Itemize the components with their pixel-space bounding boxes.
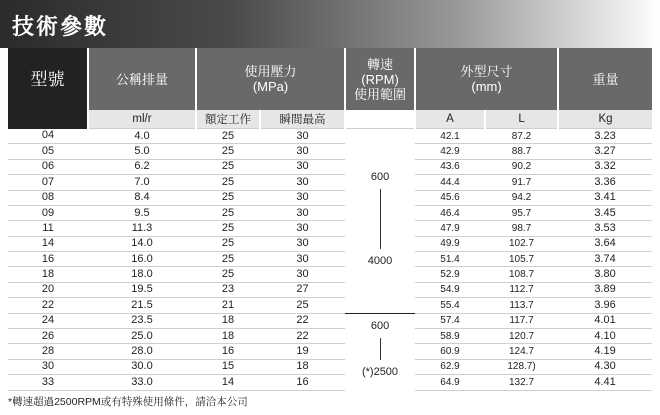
- subheader-displacement: ml/r: [88, 110, 196, 129]
- cell-peak: 19: [260, 344, 345, 359]
- cell-dim-a: 51.4: [415, 252, 485, 267]
- cell-peak: 16: [260, 375, 345, 390]
- cell-weight: 4.19: [558, 344, 652, 359]
- cell-dim-a: 42.9: [415, 144, 485, 159]
- cell-dim-a: 64.9: [415, 375, 485, 390]
- cell-peak: 30: [260, 221, 345, 236]
- cell-dim-l: 132.7: [485, 375, 558, 390]
- cell-rated: 15: [196, 359, 260, 374]
- cell-model: 08: [8, 190, 88, 205]
- cell-dim-l: 90.2: [485, 159, 558, 174]
- cell-weight: 3.45: [558, 205, 652, 220]
- cell-dim-l: 117.7: [485, 313, 558, 328]
- cell-dim-l: 105.7: [485, 252, 558, 267]
- speed-range-group-1: [345, 129, 415, 314]
- cell-weight: 4.10: [558, 328, 652, 343]
- cell-rated: 25: [196, 267, 260, 282]
- cell-model: 07: [8, 175, 88, 190]
- header-speed: [345, 48, 415, 110]
- cell-weight: 3.36: [558, 175, 652, 190]
- subheader-speed-blank: [345, 110, 415, 129]
- cell-displacement: 16.0: [88, 252, 196, 267]
- cell-displacement: 25.0: [88, 328, 196, 343]
- cell-peak: 30: [260, 175, 345, 190]
- speed-high: (*)2500: [361, 365, 399, 378]
- cell-dim-l: 91.7: [485, 175, 558, 190]
- title-banner: [0, 0, 660, 48]
- table-row: [8, 267, 652, 282]
- cell-dim-l: 87.2: [485, 129, 558, 144]
- header-displacement: 公稱排量: [88, 48, 196, 110]
- table-row: [8, 313, 652, 328]
- cell-weight: 3.32: [558, 159, 652, 174]
- cell-dim-l: 124.7: [485, 344, 558, 359]
- cell-displacement: 4.0: [88, 129, 196, 144]
- cell-rated: 25: [196, 205, 260, 220]
- speed-high: 4000: [367, 255, 393, 267]
- cell-dim-a: 42.1: [415, 129, 485, 144]
- cell-model: 05: [8, 144, 88, 159]
- cell-dim-a: 47.9: [415, 221, 485, 236]
- cell-dim-a: 54.9: [415, 282, 485, 297]
- table-row: [8, 190, 652, 205]
- speed-range-line: [380, 338, 381, 360]
- cell-dim-l: 128.7): [485, 359, 558, 374]
- cell-peak: 30: [260, 205, 345, 220]
- table-row: [8, 236, 652, 251]
- cell-dim-l: 120.7: [485, 328, 558, 343]
- header-model: 型號: [8, 48, 88, 110]
- header-speed-line3: 使用範圍: [354, 86, 407, 102]
- cell-weight: 3.53: [558, 221, 652, 236]
- cell-rated: 21: [196, 298, 260, 313]
- cell-displacement: 30.0: [88, 359, 196, 374]
- cell-weight: 3.96: [558, 298, 652, 313]
- cell-model: 33: [8, 375, 88, 390]
- cell-rated: 25: [196, 236, 260, 251]
- cell-dim-a: 46.4: [415, 205, 485, 220]
- subheader-model-blank: [8, 110, 88, 129]
- cell-dim-a: 45.6: [415, 190, 485, 205]
- cell-dim-l: 113.7: [485, 298, 558, 313]
- cell-rated: 18: [196, 328, 260, 343]
- cell-peak: 30: [260, 252, 345, 267]
- cell-rated: 25: [196, 190, 260, 205]
- cell-displacement: 19.5: [88, 282, 196, 297]
- table-body: [8, 129, 652, 391]
- table-row: [8, 328, 652, 343]
- cell-dim-a: 62.9: [415, 359, 485, 374]
- cell-dim-l: 102.7: [485, 236, 558, 251]
- cell-peak: 30: [260, 129, 345, 144]
- header-speed-line2: (RPM): [361, 71, 399, 87]
- spec-table: [8, 48, 652, 391]
- cell-displacement: 9.5: [88, 205, 196, 220]
- cell-peak: 30: [260, 144, 345, 159]
- cell-weight: 3.64: [558, 236, 652, 251]
- subheader-peak: 瞬間最高: [260, 110, 345, 129]
- cell-displacement: 18.0: [88, 267, 196, 282]
- cell-weight: 3.74: [558, 252, 652, 267]
- cell-model: 26: [8, 328, 88, 343]
- cell-model: 11: [8, 221, 88, 236]
- cell-model: 20: [8, 282, 88, 297]
- cell-displacement: 7.0: [88, 175, 196, 190]
- header-pressure: [196, 48, 345, 110]
- cell-peak: 27: [260, 282, 345, 297]
- subheader-dim-l: L: [485, 110, 558, 129]
- header-pressure-label: 使用壓力: [244, 64, 297, 79]
- table-row: [8, 205, 652, 220]
- page-title: 技術參數: [12, 14, 109, 39]
- cell-dim-l: 94.2: [485, 190, 558, 205]
- table-row: [8, 252, 652, 267]
- cell-rated: 25: [196, 159, 260, 174]
- header-dimensions-label: 外型尺寸: [460, 64, 513, 79]
- cell-dim-a: 49.9: [415, 236, 485, 251]
- cell-rated: 25: [196, 144, 260, 159]
- table-row: [8, 221, 652, 236]
- cell-displacement: 28.0: [88, 344, 196, 359]
- cell-dim-a: 60.9: [415, 344, 485, 359]
- cell-rated: 16: [196, 344, 260, 359]
- header-speed-line1: 轉速: [367, 56, 394, 72]
- cell-weight: 3.41: [558, 190, 652, 205]
- table-row: [8, 344, 652, 359]
- cell-dim-a: 43.6: [415, 159, 485, 174]
- header-weight: 重量: [558, 48, 652, 110]
- cell-rated: 23: [196, 282, 260, 297]
- cell-displacement: 5.0: [88, 144, 196, 159]
- cell-weight: 3.27: [558, 144, 652, 159]
- cell-model: 16: [8, 252, 88, 267]
- cell-weight: 3.23: [558, 129, 652, 144]
- cell-peak: 30: [260, 190, 345, 205]
- table-row: [8, 282, 652, 297]
- header-dimensions: [415, 48, 558, 110]
- cell-peak: 22: [260, 313, 345, 328]
- cell-rated: 14: [196, 375, 260, 390]
- cell-dim-l: 112.7: [485, 282, 558, 297]
- cell-peak: 30: [260, 236, 345, 251]
- subheader-rated: 額定工作: [196, 110, 260, 129]
- cell-dim-l: 108.7: [485, 267, 558, 282]
- cell-model: 24: [8, 313, 88, 328]
- subheader-dim-a: A: [415, 110, 485, 129]
- table-row: [8, 298, 652, 313]
- table-row: [8, 144, 652, 159]
- cell-model: 18: [8, 267, 88, 282]
- speed-range-group-2: [345, 313, 415, 390]
- cell-rated: 18: [196, 313, 260, 328]
- cell-weight: 4.41: [558, 375, 652, 390]
- cell-displacement: 8.4: [88, 190, 196, 205]
- cell-model: 14: [8, 236, 88, 251]
- cell-model: 09: [8, 205, 88, 220]
- cell-dim-a: 52.9: [415, 267, 485, 282]
- cell-weight: 3.89: [558, 282, 652, 297]
- cell-dim-a: 44.4: [415, 175, 485, 190]
- cell-dim-l: 98.7: [485, 221, 558, 236]
- cell-peak: 25: [260, 298, 345, 313]
- cell-dim-a: 58.9: [415, 328, 485, 343]
- cell-rated: 25: [196, 221, 260, 236]
- footnote: *轉速超過2500RPM或有特殊使用條件，請洽本公司: [8, 396, 248, 408]
- cell-peak: 30: [260, 267, 345, 282]
- cell-peak: 18: [260, 359, 345, 374]
- cell-model: 22: [8, 298, 88, 313]
- speed-low: 600: [370, 171, 390, 183]
- cell-weight: 4.01: [558, 313, 652, 328]
- cell-displacement: 23.5: [88, 313, 196, 328]
- table-row: [8, 159, 652, 174]
- cell-displacement: 11.3: [88, 221, 196, 236]
- cell-model: 06: [8, 159, 88, 174]
- cell-model: 04: [8, 129, 88, 144]
- speed-range-line: [380, 189, 381, 249]
- table-row: [8, 359, 652, 374]
- table-row: [8, 175, 652, 190]
- cell-dim-l: 95.7: [485, 205, 558, 220]
- cell-rated: 25: [196, 129, 260, 144]
- header-pressure-unit: (MPa): [252, 79, 289, 94]
- cell-model: 28: [8, 344, 88, 359]
- cell-peak: 22: [260, 328, 345, 343]
- cell-rated: 25: [196, 252, 260, 267]
- cell-model: 30: [8, 359, 88, 374]
- table-row: [8, 129, 652, 144]
- cell-displacement: 6.2: [88, 159, 196, 174]
- cell-weight: 3.80: [558, 267, 652, 282]
- header-dimensions-unit: (mm): [471, 79, 502, 94]
- speed-low: 600: [370, 319, 390, 332]
- cell-dim-a: 57.4: [415, 313, 485, 328]
- cell-displacement: 33.0: [88, 375, 196, 390]
- cell-weight: 4.30: [558, 359, 652, 374]
- cell-peak: 30: [260, 159, 345, 174]
- table-row: [8, 375, 652, 390]
- cell-rated: 25: [196, 175, 260, 190]
- cell-dim-a: 55.4: [415, 298, 485, 313]
- cell-displacement: 14.0: [88, 236, 196, 251]
- cell-dim-l: 88.7: [485, 144, 558, 159]
- subheader-weight: Kg: [558, 110, 652, 129]
- cell-displacement: 21.5: [88, 298, 196, 313]
